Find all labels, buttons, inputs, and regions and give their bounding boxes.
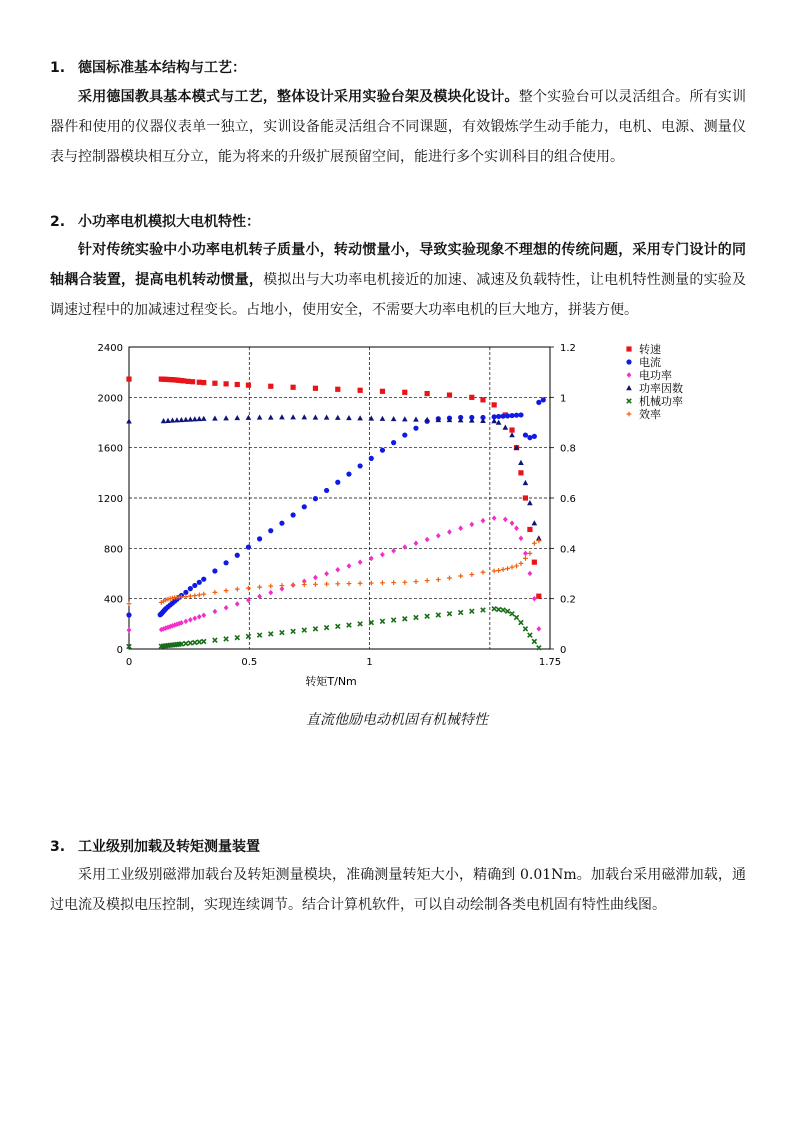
point-电功率 (481, 518, 486, 524)
y-right-tick-label: 0.6 (560, 494, 576, 505)
point-机械功率 (193, 640, 197, 644)
point-电功率 (414, 541, 419, 547)
point-转速 (126, 376, 131, 381)
point-电流 (413, 426, 418, 431)
point-电功率 (192, 615, 197, 621)
point-效率 (268, 584, 273, 589)
section-1-paragraph (50, 82, 746, 172)
point-电流 (496, 414, 501, 419)
point-效率 (414, 579, 419, 584)
point-电功率 (458, 525, 463, 531)
y-right-tick-label: 0.2 (560, 594, 576, 606)
point-功率因数 (279, 414, 285, 419)
point-转速 (268, 384, 273, 389)
point-电功率 (510, 520, 515, 526)
point-机械功率 (324, 625, 328, 629)
point-转速 (291, 385, 296, 390)
legend-marker (626, 385, 632, 390)
point-机械功率 (246, 634, 250, 638)
point-电功率 (436, 533, 441, 539)
point-机械功率 (501, 608, 505, 612)
point-效率 (458, 574, 463, 579)
point-机械功率 (235, 635, 239, 639)
point-转速 (402, 390, 407, 395)
point-电流 (532, 434, 537, 439)
point-效率 (235, 587, 240, 592)
y-left-tick-label: 0 (116, 645, 123, 656)
point-转速 (235, 382, 240, 387)
point-电流 (257, 536, 262, 541)
point-电功率 (514, 525, 519, 531)
point-转速 (223, 381, 228, 386)
point-转速 (425, 391, 430, 396)
point-功率因数 (424, 417, 430, 422)
point-效率 (358, 581, 363, 586)
point-功率因数 (301, 414, 307, 419)
point-电流 (541, 397, 546, 402)
y-right-tick-label: 1 (560, 393, 567, 405)
point-功率因数 (527, 500, 533, 505)
point-功率因数 (223, 415, 229, 420)
y-left-tick-label: 400 (103, 594, 123, 606)
x-tick-label: 0.5 (241, 657, 258, 668)
point-电流 (536, 400, 541, 405)
chart-caption: 直流他励电动机固有机械特性 (306, 712, 488, 728)
point-电流 (505, 413, 510, 418)
point-功率因数 (503, 425, 509, 430)
point-电功率 (447, 529, 452, 535)
point-转速 (447, 392, 452, 397)
point-效率 (402, 580, 407, 585)
point-转速 (469, 395, 474, 400)
point-转速 (197, 380, 202, 385)
point-电功率 (536, 626, 541, 632)
section-2-body: 模拟出与大功率电机接近的加速、减速及负载特性，让电机特性测量的实验及调速过程中的加减速过程变长。占地小，使用安全，不需要大功率电机的巨大地方，拼装方便。 (50, 272, 746, 318)
legend-label: 效率 (639, 408, 661, 421)
point-转速 (358, 388, 363, 393)
point-功率因数 (201, 416, 207, 421)
point-转速 (509, 427, 514, 432)
point-机械功率 (436, 613, 440, 617)
point-功率因数 (523, 480, 529, 485)
point-效率 (280, 583, 285, 588)
point-效率 (201, 592, 206, 597)
point-功率因数 (413, 416, 419, 421)
y-right-tick-label: 0.8 (560, 443, 576, 455)
point-转速 (313, 386, 318, 391)
point-电流 (380, 448, 385, 453)
point-电功率 (503, 517, 508, 523)
point-电功率 (213, 609, 218, 615)
point-效率 (425, 578, 430, 583)
point-效率 (224, 588, 229, 593)
point-转速 (518, 470, 523, 475)
point-效率 (523, 556, 528, 561)
point-功率因数 (496, 420, 502, 425)
point-转速 (380, 389, 385, 394)
section-3-paragraph (50, 860, 746, 920)
point-电流 (358, 463, 363, 468)
point-效率 (188, 594, 193, 599)
point-转速 (335, 387, 340, 392)
x-tick-label: 1 (366, 657, 373, 668)
y-right-tick-label: 0.4 (560, 544, 576, 556)
point-机械功率 (481, 608, 485, 612)
legend-marker (627, 399, 631, 403)
section-2-number: 2. (50, 214, 66, 230)
point-效率 (197, 592, 202, 597)
point-电功率 (313, 575, 318, 581)
point-电流 (324, 488, 329, 493)
point-机械功率 (505, 609, 509, 613)
point-机械功率 (202, 639, 206, 643)
point-电功率 (183, 619, 188, 625)
point-电功率 (358, 559, 363, 565)
point-机械功率 (184, 641, 188, 645)
section-3-title: 工业级别加载及转矩测量装置 (78, 839, 260, 855)
legend-marker (627, 372, 632, 378)
point-机械功率 (470, 609, 474, 613)
point-机械功率 (519, 620, 523, 624)
point-电流 (500, 414, 505, 419)
point-电流 (523, 432, 528, 437)
point-功率因数 (357, 415, 363, 420)
section-2-heading (50, 211, 260, 231)
y-left-tick-label: 1600 (97, 443, 123, 455)
point-机械功率 (302, 628, 306, 632)
legend-marker (626, 359, 631, 364)
point-效率 (324, 582, 329, 587)
point-电流 (335, 480, 340, 485)
point-电功率 (492, 515, 497, 521)
point-电流 (518, 412, 523, 417)
point-电流 (402, 432, 407, 437)
y-left-tick-label: 1200 (97, 494, 123, 505)
point-电流 (201, 577, 206, 582)
point-效率 (127, 601, 132, 606)
section-1-bold-lead: 采用德国教具基本模式与工艺，整体设计采用实验台架及模块化设计。 (78, 89, 519, 105)
point-功率因数 (268, 414, 274, 419)
point-功率因数 (518, 460, 524, 465)
point-机械功率 (280, 630, 284, 634)
point-效率 (501, 567, 506, 572)
point-功率因数 (335, 415, 341, 420)
point-电流 (509, 413, 514, 418)
point-机械功率 (403, 617, 407, 621)
point-电功率 (532, 596, 537, 602)
section-3-heading (50, 836, 260, 856)
y-left-tick-label: 2400 (97, 343, 123, 354)
y-right-tick-label: 0 (560, 645, 567, 656)
point-电流 (346, 471, 351, 476)
point-电功率 (425, 537, 430, 543)
point-机械功率 (358, 622, 362, 626)
point-效率 (510, 565, 515, 570)
legend-label: 电功率 (639, 369, 672, 382)
point-电流 (126, 612, 131, 617)
point-电功率 (197, 614, 202, 620)
point-电功率 (201, 612, 206, 618)
motor-characteristic-chart (88, 335, 728, 695)
x-tick-label: 0 (125, 657, 133, 668)
point-效率 (335, 581, 340, 586)
point-机械功率 (458, 610, 462, 614)
point-机械功率 (528, 633, 532, 637)
point-电流 (246, 544, 251, 549)
point-效率 (313, 582, 318, 587)
point-转速 (212, 381, 217, 386)
legend-marker (626, 346, 631, 351)
point-转速 (536, 594, 541, 599)
section-1-body: 整个实验台可以灵活组合。所有实训器件和使用的仪器仪表单一独立，实训设备能灵活组合不同课题，有效锻炼学生动手能力，电机、电源、测量仪表与控制器模块相互分立，能为将来的升级扩展预留空间，能进行多个实训科目的组合使用。 (50, 89, 747, 165)
legend-marker (627, 412, 632, 417)
point-电流 (369, 456, 374, 461)
point-功率因数 (509, 432, 515, 437)
point-效率 (347, 581, 352, 586)
point-转速 (201, 380, 206, 385)
point-电功率 (369, 556, 374, 562)
point-电功率 (519, 535, 524, 541)
section-3-body: 采用工业级别磁滞加载台及转矩测量模块，准确测量转矩大小，精确到 0.01Nm。加载台采用磁滞加载，通过电流及模拟电压控制，实现连续调节。结合计算机软件，可以自动绘制各类电机固有特性曲线图。 (50, 867, 746, 913)
point-机械功率 (347, 623, 351, 627)
section-1-number: 1. (50, 60, 66, 76)
point-效率 (436, 577, 441, 582)
point-电流 (313, 496, 318, 501)
point-电流 (223, 560, 228, 565)
point-机械功率 (510, 612, 514, 616)
point-电流 (188, 586, 193, 591)
point-机械功率 (380, 619, 384, 623)
point-转速 (523, 495, 528, 500)
point-转速 (532, 560, 537, 565)
point-效率 (246, 586, 251, 591)
point-电流 (268, 528, 273, 533)
point-效率 (391, 580, 396, 585)
section-1-title: 德国标准基本结构与工艺： (78, 60, 246, 76)
y-right-tick-label: 1.2 (560, 343, 576, 354)
point-电功率 (224, 605, 229, 611)
point-转速 (480, 397, 485, 402)
section-2-title: 小功率电机模拟大电机特性： (78, 214, 260, 230)
point-电功率 (347, 563, 352, 569)
point-电流 (192, 583, 197, 588)
point-电功率 (235, 601, 240, 607)
point-电流 (391, 440, 396, 445)
point-转速 (527, 527, 532, 532)
point-机械功率 (269, 632, 273, 636)
point-效率 (192, 593, 197, 598)
y-left-tick-label: 800 (103, 544, 123, 556)
point-电流 (212, 568, 217, 573)
point-功率因数 (212, 415, 218, 420)
point-电功率 (527, 571, 532, 577)
legend-label: 功率因数 (639, 382, 683, 395)
point-效率 (291, 583, 296, 588)
point-电流 (279, 521, 284, 526)
legend-label: 电流 (639, 356, 661, 369)
point-效率 (380, 580, 385, 585)
point-电功率 (380, 552, 385, 558)
point-机械功率 (532, 639, 536, 643)
point-电功率 (469, 522, 474, 528)
point-效率 (492, 569, 497, 574)
point-转速 (186, 379, 191, 384)
point-效率 (505, 566, 510, 571)
x-axis-label: 转矩T/Nm (305, 675, 357, 688)
section-3-number: 3. (50, 839, 66, 855)
point-电流 (197, 580, 202, 585)
point-电流 (183, 590, 188, 595)
point-效率 (469, 572, 474, 577)
point-功率因数 (532, 520, 538, 525)
point-功率因数 (313, 414, 319, 419)
point-效率 (532, 541, 537, 546)
point-电功率 (335, 567, 340, 573)
point-电功率 (246, 597, 251, 603)
point-机械功率 (257, 633, 261, 637)
legend-label: 机械功率 (639, 395, 683, 408)
point-电功率 (268, 590, 273, 596)
point-功率因数 (491, 418, 497, 423)
point-电功率 (391, 548, 396, 554)
legend-label: 转速 (639, 343, 661, 356)
point-功率因数 (391, 416, 397, 421)
point-功率因数 (234, 415, 240, 420)
point-效率 (514, 564, 519, 569)
point-机械功率 (391, 618, 395, 622)
point-功率因数 (346, 415, 352, 420)
point-功率因数 (324, 414, 330, 419)
point-电功率 (127, 627, 132, 633)
point-功率因数 (257, 414, 263, 419)
point-电流 (514, 413, 519, 418)
point-效率 (447, 576, 452, 581)
point-转速 (492, 402, 497, 407)
point-电功率 (324, 571, 329, 577)
point-机械功率 (414, 615, 418, 619)
section-2-bold-lead: 针对传统实验中小功率电机转子质量小，转动惯量小，导致实验现象不理想的传统问题，采用专门设计的同轴耦合装置，提高电机转动惯量， (50, 242, 746, 288)
point-机械功率 (336, 624, 340, 628)
point-转速 (190, 379, 195, 384)
point-转速 (246, 383, 251, 388)
point-效率 (519, 561, 524, 566)
point-电流 (291, 512, 296, 517)
point-效率 (496, 568, 501, 573)
point-机械功率 (291, 629, 295, 633)
point-功率因数 (126, 418, 132, 423)
point-机械功率 (188, 641, 192, 645)
point-机械功率 (224, 637, 228, 641)
point-机械功率 (514, 615, 518, 619)
point-机械功率 (492, 607, 496, 611)
point-效率 (213, 590, 218, 595)
point-效率 (257, 585, 262, 590)
point-电流 (527, 435, 532, 440)
point-电功率 (188, 617, 193, 623)
point-机械功率 (425, 614, 429, 618)
y-left-tick-label: 2000 (97, 393, 123, 405)
point-机械功率 (496, 607, 500, 611)
point-机械功率 (213, 638, 217, 642)
point-功率因数 (246, 415, 252, 420)
point-机械功率 (447, 612, 451, 616)
point-效率 (527, 551, 532, 556)
point-功率因数 (290, 414, 296, 419)
point-机械功率 (523, 627, 527, 631)
point-电功率 (402, 544, 407, 550)
point-功率因数 (402, 416, 408, 421)
x-tick-label: 1.75 (538, 657, 562, 668)
point-电功率 (523, 551, 528, 557)
point-效率 (302, 582, 307, 587)
section-1-heading (50, 57, 246, 77)
point-机械功率 (197, 640, 201, 644)
point-效率 (481, 570, 486, 575)
point-功率因数 (380, 416, 386, 421)
point-机械功率 (313, 627, 317, 631)
point-电流 (235, 553, 240, 558)
point-电流 (302, 504, 307, 509)
point-转速 (181, 378, 186, 383)
section-2-paragraph (50, 235, 746, 325)
